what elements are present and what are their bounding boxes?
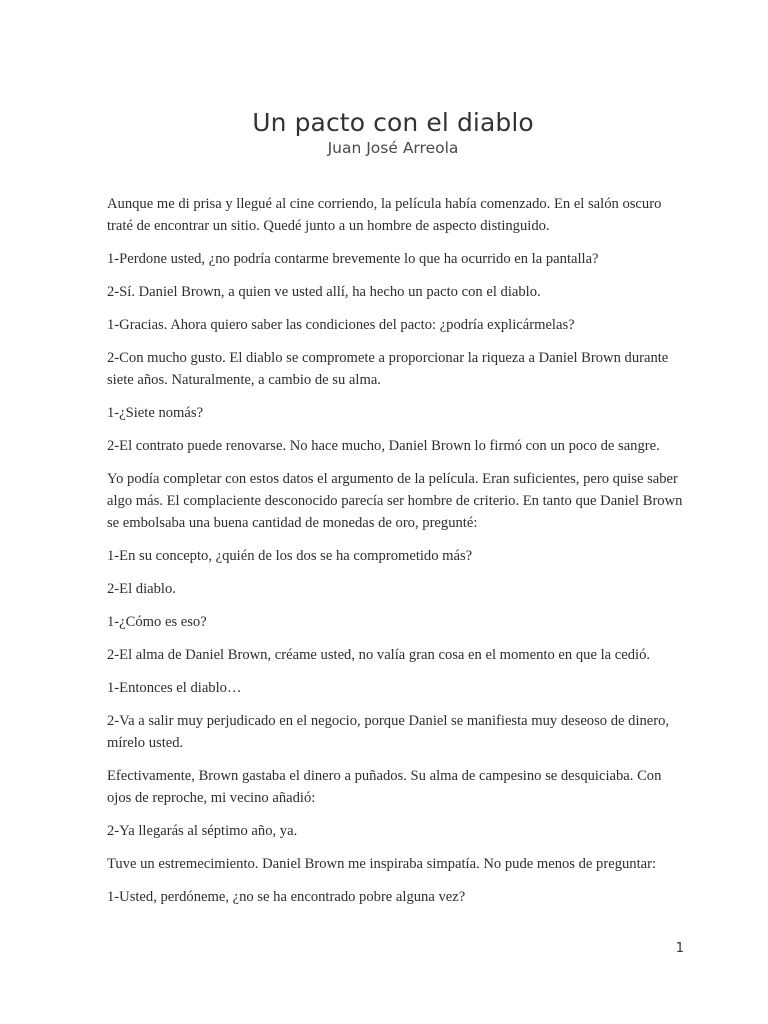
paragraph: 1-Entonces el diablo… xyxy=(107,679,242,696)
paragraph: 1-Perdone usted, ¿no podría contarme brevemente lo que ha ocurrido en la pantalla? xyxy=(107,251,599,268)
paragraph: 1-Usted, perdóneme, ¿no se ha encontrado pobre alguna vez? xyxy=(107,888,466,905)
paragraph: 2-Va a salir muy perjudicado en el negocio, porque Daniel se manifiesta muy deseoso de dinero, mírelo usted. xyxy=(107,712,670,752)
document-body xyxy=(107,193,685,919)
paragraph: 1-¿Cómo es eso? xyxy=(107,614,207,631)
paragraph: 1-Gracias. Ahora quiero saber las condiciones del pacto: ¿podría explicármelas? xyxy=(107,316,575,333)
document-title: Un pacto con el diablo xyxy=(252,108,534,137)
paragraph: 2-El contrato puede renovarse. No hace mucho, Daniel Brown lo firmó con un poco de sangre. xyxy=(107,437,660,454)
paragraph: Yo podía completar con estos datos el argumento de la película. Eran suficientes, pero quise saber algo más. El complaciente desconocido parecía ser hombre de criterio. En tanto que Daniel Brown se embolsaba una buena cantidad de monedas de oro, pregunté: xyxy=(107,470,683,532)
paragraph: Aunque me di prisa y llegué al cine corriendo, la película había comenzado. En el salón oscuro traté de encontrar un sitio. Quedé junto a un hombre de aspecto distinguido. xyxy=(107,196,662,235)
paragraph: 1-En su concepto, ¿quién de los dos se ha comprometido más? xyxy=(107,548,473,565)
page-number: 1 xyxy=(675,941,684,956)
author-name: Juan José Arreola xyxy=(327,139,459,157)
paragraph: Tuve un estremecimiento. Daniel Brown me inspiraba simpatía. No pude menos de preguntar: xyxy=(107,856,657,873)
paragraph: 1-¿Siete nomás? xyxy=(107,405,204,422)
paragraph: 2-Sí. Daniel Brown, a quien ve usted allí, ha hecho un pacto con el diablo. xyxy=(107,284,541,301)
paragraph: 2-Ya llegarás al séptimo año, ya. xyxy=(107,823,298,840)
paragraph: 2-El diablo. xyxy=(107,581,176,598)
paragraph: Efectivamente, Brown gastaba el dinero a puñados. Su alma de campesino se desquiciaba. Con ojos de reproche, mi vecino añadió: xyxy=(107,767,662,807)
paragraph: 2-El alma de Daniel Brown, créame usted, no valía gran cosa en el momento en que la cedió. xyxy=(107,646,651,663)
paragraph: 2-Con mucho gusto. El diablo se compromete a proporcionar la riqueza a Daniel Brown durante siete años. Naturalmente, a cambio de su alma. xyxy=(107,349,669,389)
